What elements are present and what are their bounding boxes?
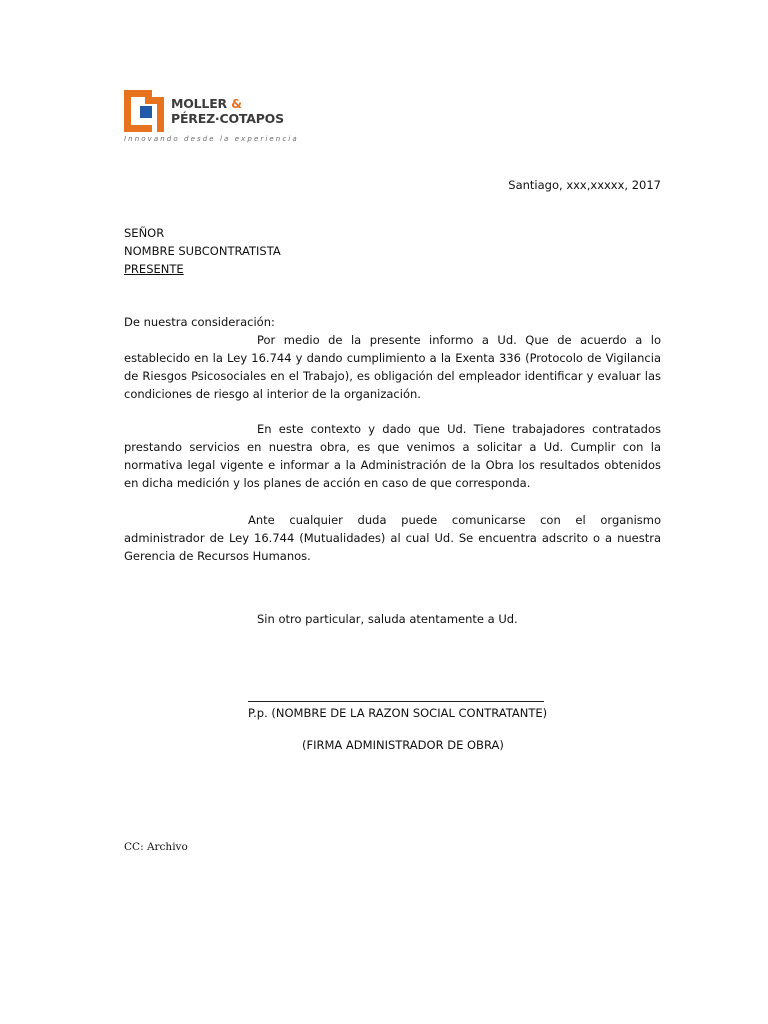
letter-date: Santiago, xxx,xxxxx, 2017 xyxy=(508,178,661,192)
paragraph-2: En este contexto y dado que Ud. Tiene trabajadores contratados prestando servicios en nuestra obra, es que venimos a solicitar a Ud. Cumplir con la normativa legal vigente e informar a la Administración de la Obra los resultados obtenidos en dicha medición y los planes de acción en caso de que corresponda. xyxy=(124,422,661,490)
paragraph-1: Por medio de la presente informo a Ud. Que de acuerdo a lo establecido en la Ley 16.744 y dando cumplimiento a la Exenta 336 (Protocolo de Vigilancia de Riesgos Psicosociales en el Trabajo), es obligación del empleador identificar y evaluar las condiciones de riesgo al interior de la organización. xyxy=(124,333,661,401)
greeting: De nuestra consideración: xyxy=(124,315,275,329)
signature-line xyxy=(248,701,544,702)
signature-company: P.p. (NOMBRE DE LA RAZON SOCIAL CONTRATANTE) xyxy=(248,706,548,720)
company-logo xyxy=(124,90,299,150)
signature-role: (FIRMA ADMINISTRADOR DE OBRA) xyxy=(302,738,504,752)
recipient-presente: PRESENTE xyxy=(124,262,184,276)
closing-line: Sin otro particular, saluda atentamente a Ud. xyxy=(257,612,518,626)
cc-line: CC: Archivo xyxy=(124,841,188,853)
recipient-title: SEÑOR xyxy=(124,226,165,240)
logo-wordmark: MOLLER & PÉREZ·COTAPOS xyxy=(171,96,284,126)
logo-tagline: Innovando desde la experiencia xyxy=(124,135,299,143)
recipient-block xyxy=(124,224,281,278)
recipient-name: NOMBRE SUBCONTRATISTA xyxy=(124,244,281,258)
logo-mark-icon xyxy=(124,90,164,132)
paragraph-3: Ante cualquier duda puede comunicarse con el organismo administrador de Ley 16.744 (Mutualidades) al cual Ud. Se encuentra adscrito o a nuestra Gerencia de Recursos Humanos. xyxy=(124,513,661,563)
